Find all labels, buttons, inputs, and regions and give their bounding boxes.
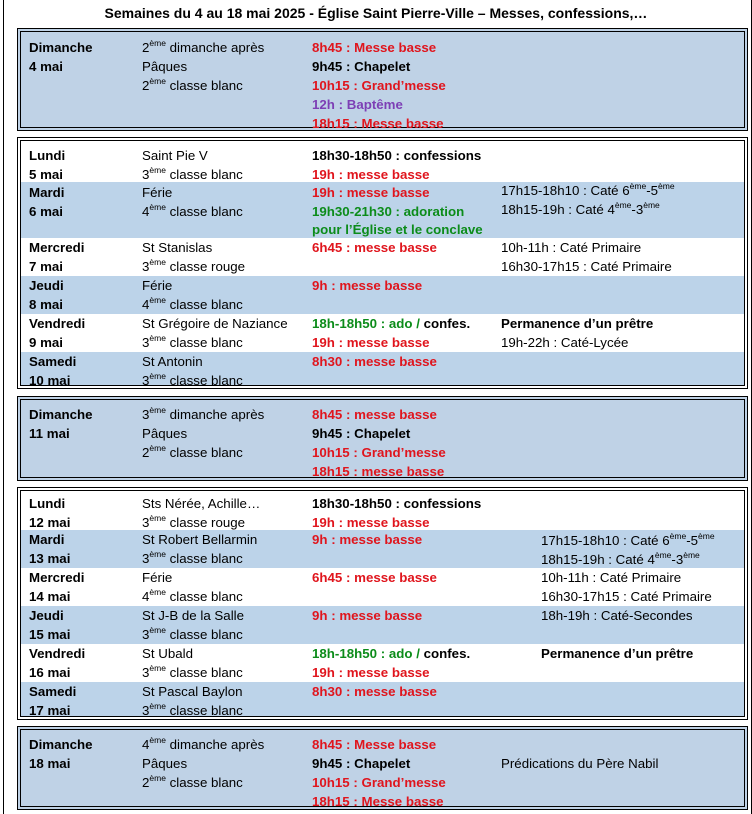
extra-activity: 16h30-17h15 : Caté Primaire xyxy=(501,259,672,274)
liturgical-class: 3ème classe blanc xyxy=(142,662,243,680)
liturgical-class: 4ème classe blanc xyxy=(142,201,243,219)
day-label: Vendredi xyxy=(29,646,86,661)
liturgical-class: 3ème classe blanc xyxy=(142,624,243,642)
day-label: Mercredi xyxy=(29,570,85,585)
office-item: 18h-18h50 : ado / confes. xyxy=(312,316,471,331)
day-label: Mercredi xyxy=(29,240,85,255)
day-label: Dimanche xyxy=(29,407,93,422)
date-label: 17 mai xyxy=(29,703,71,718)
liturgical-class: 2ème classe blanc xyxy=(142,772,243,790)
liturgical-class: 3ème classe blanc xyxy=(142,370,243,388)
office-item: pour l’Église et le conclave xyxy=(312,222,483,237)
office-item: 18h15 : Messe basse xyxy=(312,794,444,809)
date-label: 16 mai xyxy=(29,665,71,680)
feast-label: Saint Pie V xyxy=(142,148,208,163)
liturgical-class: 4ème classe blanc xyxy=(142,294,243,312)
date-label: 5 mai xyxy=(29,167,64,182)
day-label: Vendredi xyxy=(29,316,86,331)
office-item: 19h30-21h30 : adoration xyxy=(312,204,465,219)
day-label: Mardi xyxy=(29,532,65,547)
office-item: 18h15 : Messe basse xyxy=(312,116,444,131)
extra-activity: Permanence d’un prêtre xyxy=(541,646,694,661)
date-label: 6 mai xyxy=(29,204,64,219)
office-item: 18h30-18h50 : confessions xyxy=(312,496,482,511)
feast-label: 4ème dimanche après xyxy=(142,734,265,752)
liturgical-class: 2ème classe blanc xyxy=(142,442,243,460)
day-row-lundi xyxy=(21,141,744,182)
office-item: 9h45 : Chapelet xyxy=(312,426,411,441)
feast-label: Férie xyxy=(142,185,173,200)
date-label: 4 mai xyxy=(29,59,64,74)
day-label: Jeudi xyxy=(29,608,64,623)
day-row-vendredi xyxy=(21,644,744,682)
week-block-12-17-mai xyxy=(17,487,748,720)
office-item: 18h15 : messe basse xyxy=(312,464,445,479)
day-row-jeudi xyxy=(21,276,744,314)
day-row-vendredi xyxy=(21,314,744,352)
extra-activity: 17h15-18h10 : Caté 6ème-5ème xyxy=(501,180,675,198)
office-item: 19h : messe basse xyxy=(312,665,430,680)
liturgical-class: 3ème classe blanc xyxy=(142,332,243,350)
sunday-block-18-mai xyxy=(17,726,748,810)
day-row-mardi xyxy=(21,530,744,568)
sunday-block-11-mai xyxy=(17,396,748,481)
date-label: 15 mai xyxy=(29,627,71,642)
day-row-mercredi xyxy=(21,568,744,606)
extra-activity: Permanence d’un prêtre xyxy=(501,316,654,331)
feast-label: St Stanislas xyxy=(142,240,213,255)
liturgical-class: 3ème classe rouge xyxy=(142,256,246,274)
feast-label-2: Pâques xyxy=(142,59,188,74)
feast-label: St Ubald xyxy=(142,646,193,661)
office-item: 10h15 : Grand’messe xyxy=(312,78,446,93)
extra-activity: 10h-11h : Caté Primaire xyxy=(501,240,642,255)
date-label: 8 mai xyxy=(29,297,64,312)
day-row-lundi xyxy=(21,491,744,530)
feast-label: 3ème dimanche après xyxy=(142,404,265,422)
day-label: Jeudi xyxy=(29,278,64,293)
liturgical-class: 3ème classe blanc xyxy=(142,164,243,182)
feast-label-2: Pâques xyxy=(142,756,188,771)
office-item: 19h : messe basse xyxy=(312,185,430,200)
office-item: 19h : messe basse xyxy=(312,335,430,350)
office-item: 8h45 : messe basse xyxy=(312,407,437,422)
feast-label: St Antonin xyxy=(142,354,203,369)
office-item: 8h30 : messe basse xyxy=(312,684,437,699)
office-item: 9h : messe basse xyxy=(312,278,423,293)
feast-label: Férie xyxy=(142,570,173,585)
day-row-mardi xyxy=(21,182,744,238)
office-item: 8h45 : Messe basse xyxy=(312,737,437,752)
office-item: 19h : messe basse xyxy=(312,167,430,182)
date-label: 18 mai xyxy=(29,756,71,771)
date-label: 11 mai xyxy=(29,426,70,441)
extra-activity: 18h15-19h : Caté 4ème-3ème xyxy=(501,199,660,217)
date-label: 10 mai xyxy=(29,373,71,388)
office-item: 9h45 : Chapelet xyxy=(312,59,411,74)
feast-label: St Grégoire de Naziance xyxy=(142,316,288,331)
day-label: Samedi xyxy=(29,684,77,699)
date-label: 13 mai xyxy=(29,551,71,566)
extra-activity: 18h15-19h : Caté 4ème-3ème xyxy=(541,549,700,567)
liturgical-class: 4ème classe blanc xyxy=(142,586,243,604)
day-label: Dimanche xyxy=(29,737,93,752)
date-label: 9 mai xyxy=(29,335,64,350)
day-label: Lundi xyxy=(29,148,66,163)
extra-activity: 17h15-18h10 : Caté 6ème-5ème xyxy=(541,530,715,548)
feast-label: 2ème dimanche après xyxy=(142,37,265,55)
date-label: 7 mai xyxy=(29,259,64,274)
date-label: 14 mai xyxy=(29,589,71,604)
extra-activity: 19h-22h : Caté-Lycée xyxy=(501,335,629,350)
liturgical-class: 2ème classe blanc xyxy=(142,75,243,93)
day-row-samedi xyxy=(21,682,744,716)
liturgical-class: 3ème classe blanc xyxy=(142,700,243,718)
page-title: Semaines du 4 au 18 mai 2025 - Église Saint Pierre-Ville – Messes, confessions,… xyxy=(104,5,648,21)
office-item: 10h15 : Grand’messe xyxy=(312,445,446,460)
extra-activity: 10h-11h : Caté Primaire xyxy=(541,570,682,585)
liturgical-class: 3ème classe rouge xyxy=(142,512,246,530)
extra-activity: 16h30-17h15 : Caté Primaire xyxy=(541,589,712,604)
day-label: Dimanche xyxy=(29,40,93,55)
week-block-5-10-mai xyxy=(17,137,748,389)
office-item: 19h : messe basse xyxy=(312,515,430,530)
feast-label: St Pascal Baylon xyxy=(142,684,243,699)
day-row-samedi xyxy=(21,352,744,388)
extra-activity: 18h-19h : Caté-Secondes xyxy=(541,608,693,623)
sunday-block-4-mai xyxy=(17,28,748,131)
day-row-mercredi xyxy=(21,238,744,276)
feast-label: St J-B de la Salle xyxy=(142,608,244,623)
office-item: 6h45 : messe basse xyxy=(312,240,437,255)
day-row-jeudi xyxy=(21,606,744,644)
feast-label: St Robert Bellarmin xyxy=(142,532,258,547)
day-label: Mardi xyxy=(29,185,65,200)
date-label: 12 mai xyxy=(29,515,71,530)
feast-label: Férie xyxy=(142,278,173,293)
office-item: 9h : messe basse xyxy=(312,532,423,547)
office-item: 18h30-18h50 : confessions xyxy=(312,148,482,163)
feast-label-2: Pâques xyxy=(142,426,188,441)
office-item: 8h30 : messe basse xyxy=(312,354,437,369)
office-item: 8h45 : Messe basse xyxy=(312,40,437,55)
office-item: 18h-18h50 : ado / confes. xyxy=(312,646,471,661)
office-item: 9h45 : Chapelet xyxy=(312,756,411,771)
day-label: Samedi xyxy=(29,354,77,369)
day-label: Lundi xyxy=(29,496,66,511)
office-item: 6h45 : messe basse xyxy=(312,570,437,585)
feast-label: Sts Nérée, Achille… xyxy=(142,496,261,511)
page-left-rule xyxy=(3,0,4,814)
office-item: 9h : messe basse xyxy=(312,608,423,623)
liturgical-class: 3ème classe blanc xyxy=(142,548,243,566)
preaching-note: Prédications du Père Nabil xyxy=(501,756,659,771)
office-item: 10h15 : Grand’messe xyxy=(312,775,446,790)
office-item: 12h : Baptême xyxy=(312,97,403,112)
